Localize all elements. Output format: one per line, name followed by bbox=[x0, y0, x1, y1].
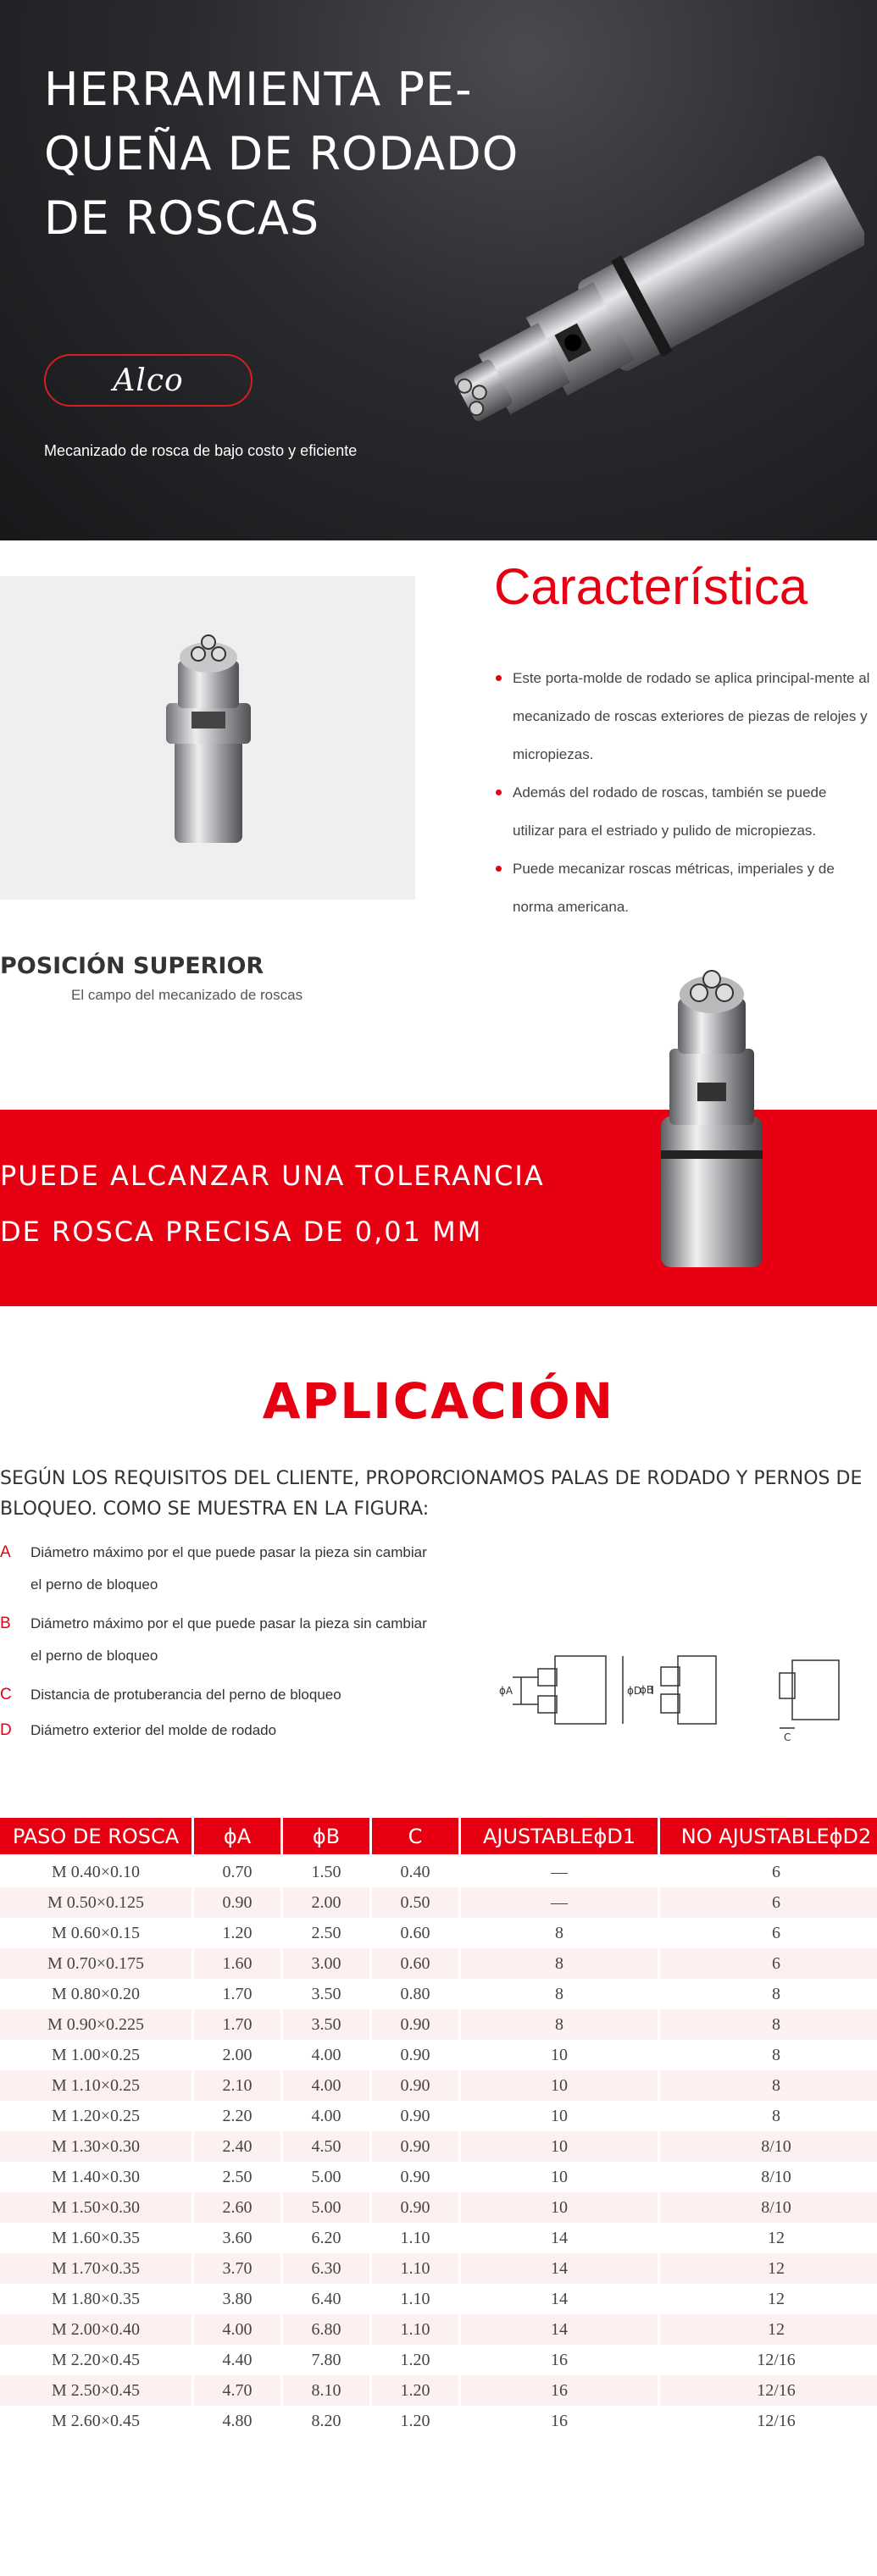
table-cell: 8.10 bbox=[283, 2375, 369, 2406]
table-row bbox=[0, 2040, 877, 2070]
table-row bbox=[0, 1918, 877, 1948]
table-row bbox=[0, 1887, 877, 1918]
diagram-label-d: ϕD bbox=[627, 1685, 642, 1697]
table-cell: M 0.70×0.175 bbox=[0, 1948, 191, 1979]
table-cell: 8 bbox=[461, 1918, 658, 1948]
table-cell: 4.40 bbox=[194, 2345, 280, 2375]
table-row bbox=[0, 2070, 877, 2101]
table-row bbox=[0, 2406, 877, 2436]
table-cell: 3.60 bbox=[194, 2223, 280, 2253]
table-cell: 10 bbox=[461, 2040, 658, 2070]
table-cell: M 1.40×0.30 bbox=[0, 2162, 191, 2192]
table-cell: M 0.50×0.125 bbox=[0, 1887, 191, 1918]
table-cell: 0.90 bbox=[372, 2131, 458, 2162]
table-cell: 12/16 bbox=[660, 2345, 877, 2375]
table-cell: 16 bbox=[461, 2375, 658, 2406]
item-text: Distancia de protuberancia del perno de bloqueo bbox=[31, 1687, 341, 1703]
table-cell: 7.80 bbox=[283, 2345, 369, 2375]
position-subtitle: El campo del mecanizado de roscas bbox=[71, 987, 303, 1003]
table-row bbox=[0, 2345, 877, 2375]
table-cell: M 0.90×0.225 bbox=[0, 2009, 191, 2040]
table-cell: 2.60 bbox=[194, 2192, 280, 2223]
table-cell: 8/10 bbox=[660, 2162, 877, 2192]
table-cell: 0.90 bbox=[194, 1887, 280, 1918]
item-text: Diámetro máximo por el que puede pasar la pieza sin cambiar el perno de bloqueo bbox=[31, 1615, 427, 1664]
table-cell: 0.90 bbox=[372, 2070, 458, 2101]
application-title: APLICACIÓN bbox=[262, 1372, 615, 1430]
table-cell: 4.00 bbox=[283, 2040, 369, 2070]
table-row bbox=[0, 2314, 877, 2345]
table-cell: 8/10 bbox=[660, 2131, 877, 2162]
table-cell: 6 bbox=[660, 1857, 877, 1887]
table-cell: M 1.70×0.35 bbox=[0, 2253, 191, 2284]
table-cell: 12 bbox=[660, 2253, 877, 2284]
table-cell: 4.00 bbox=[194, 2314, 280, 2345]
table-cell: 0.90 bbox=[372, 2009, 458, 2040]
table-cell: 4.50 bbox=[283, 2131, 369, 2162]
list-item: Puede mecanizar roscas métricas, imperiales y de norma americana. bbox=[494, 850, 871, 926]
list-item: Este porta-molde de rodado se aplica principal-mente al mecanizado de roscas exteriores de piezas de relojes y micropiezas. bbox=[494, 659, 871, 773]
table-cell: 0.90 bbox=[372, 2101, 458, 2131]
application-item-d bbox=[0, 1715, 441, 1747]
application-item-a bbox=[0, 1537, 441, 1601]
table-cell: 6.30 bbox=[283, 2253, 369, 2284]
table-cell: 14 bbox=[461, 2223, 658, 2253]
table-row bbox=[0, 1857, 877, 1887]
tolerance-text bbox=[0, 1148, 545, 1260]
table-cell: 8 bbox=[660, 1979, 877, 2009]
table-cell: 2.00 bbox=[194, 2040, 280, 2070]
list-item: Además del rodado de roscas, también se puede utilizar para el estriado y pulido de micropiezas. bbox=[494, 773, 871, 850]
table-cell: 14 bbox=[461, 2284, 658, 2314]
column-header: PASO DE ROSCA bbox=[0, 1818, 191, 1857]
table-cell: M 2.00×0.40 bbox=[0, 2314, 191, 2345]
item-letter: B bbox=[0, 1615, 11, 1632]
table-cell: 1.10 bbox=[372, 2314, 458, 2345]
table-cell: 5.00 bbox=[283, 2162, 369, 2192]
table-row bbox=[0, 2131, 877, 2162]
item-text: Diámetro exterior del molde de rodado bbox=[31, 1722, 277, 1738]
table-cell: 3.50 bbox=[283, 2009, 369, 2040]
table-cell: 6.20 bbox=[283, 2223, 369, 2253]
table-cell: 10 bbox=[461, 2192, 658, 2223]
table-cell: M 2.20×0.45 bbox=[0, 2345, 191, 2375]
application-item-c bbox=[0, 1679, 441, 1711]
table-cell: 12/16 bbox=[660, 2375, 877, 2406]
table-cell: M 0.80×0.20 bbox=[0, 1979, 191, 2009]
table-row bbox=[0, 2101, 877, 2131]
table-cell: 16 bbox=[461, 2345, 658, 2375]
table-cell: 5.00 bbox=[283, 2192, 369, 2223]
table-cell: 0.90 bbox=[372, 2192, 458, 2223]
diagram-label-c: C bbox=[784, 1731, 791, 1743]
features-list bbox=[494, 659, 871, 926]
table-cell: 1.60 bbox=[194, 1948, 280, 1979]
table-cell: 1.70 bbox=[194, 2009, 280, 2040]
table-cell: 0.40 bbox=[372, 1857, 458, 1887]
diagram-label-b: ϕB bbox=[640, 1684, 654, 1696]
table-cell: 2.50 bbox=[194, 2162, 280, 2192]
tool-illustration bbox=[424, 152, 864, 457]
tool-vertical-illustration bbox=[631, 956, 792, 1269]
tolerance-line-2: DE ROSCA PRECISA DE 0,01 MM bbox=[0, 1216, 483, 1248]
table-cell: 14 bbox=[461, 2253, 658, 2284]
table-cell: 8/10 bbox=[660, 2192, 877, 2223]
table-cell: M 1.30×0.30 bbox=[0, 2131, 191, 2162]
table-cell: 2.10 bbox=[194, 2070, 280, 2101]
table-cell: 3.00 bbox=[283, 1948, 369, 1979]
table-cell: 8 bbox=[461, 1979, 658, 2009]
table-cell: 4.70 bbox=[194, 2375, 280, 2406]
table-row bbox=[0, 2375, 877, 2406]
table-cell: 2.50 bbox=[283, 1918, 369, 1948]
table-cell: 1.10 bbox=[372, 2253, 458, 2284]
table-cell: 14 bbox=[461, 2314, 658, 2345]
table-cell: 8 bbox=[461, 1948, 658, 1979]
table-cell: 8 bbox=[660, 2070, 877, 2101]
table-cell: 12 bbox=[660, 2314, 877, 2345]
table-cell: 0.70 bbox=[194, 1857, 280, 1887]
item-letter: A bbox=[0, 1543, 11, 1561]
item-letter: C bbox=[0, 1686, 12, 1703]
table-cell: 6.40 bbox=[283, 2284, 369, 2314]
table-cell: 8 bbox=[660, 2009, 877, 2040]
table-cell: 10 bbox=[461, 2070, 658, 2101]
table-cell: 0.60 bbox=[372, 1918, 458, 1948]
position-title: POSICIÓN SUPERIOR bbox=[0, 953, 264, 979]
table-cell: M 0.40×0.10 bbox=[0, 1857, 191, 1887]
table-cell: 1.70 bbox=[194, 1979, 280, 2009]
table-cell: M 1.10×0.25 bbox=[0, 2070, 191, 2101]
table-row bbox=[0, 1948, 877, 1979]
column-header: C bbox=[372, 1818, 458, 1857]
table-row bbox=[0, 2223, 877, 2253]
table-cell: 2.20 bbox=[194, 2101, 280, 2131]
table-cell: 12 bbox=[660, 2284, 877, 2314]
table-cell: M 2.60×0.45 bbox=[0, 2406, 191, 2436]
table-cell: — bbox=[461, 1887, 658, 1918]
table-cell: 0.80 bbox=[372, 1979, 458, 2009]
table-cell: 1.20 bbox=[372, 2375, 458, 2406]
table-cell: 4.00 bbox=[283, 2070, 369, 2101]
table-row bbox=[0, 2284, 877, 2314]
table-cell: M 1.20×0.25 bbox=[0, 2101, 191, 2131]
table-cell: — bbox=[461, 1857, 658, 1887]
hero-banner bbox=[0, 0, 877, 540]
table-cell: 3.50 bbox=[283, 1979, 369, 2009]
table-cell: 10 bbox=[461, 2131, 658, 2162]
table-cell: 6 bbox=[660, 1918, 877, 1948]
table-cell: 8 bbox=[461, 2009, 658, 2040]
table-cell: 8.20 bbox=[283, 2406, 369, 2436]
table-cell: 6.80 bbox=[283, 2314, 369, 2345]
table-cell: 3.70 bbox=[194, 2253, 280, 2284]
table-cell: 12 bbox=[660, 2223, 877, 2253]
table-row bbox=[0, 1979, 877, 2009]
table-cell: M 1.00×0.25 bbox=[0, 2040, 191, 2070]
item-text: Diámetro máximo por el que puede pasar la pieza sin cambiar el perno de bloqueo bbox=[31, 1544, 427, 1593]
table-cell: 0.90 bbox=[372, 2040, 458, 2070]
table-cell: 1.50 bbox=[283, 1857, 369, 1887]
column-header: NO AJUSTABLEϕD2 bbox=[660, 1818, 877, 1857]
product-photo bbox=[0, 576, 415, 900]
table-cell: 0.50 bbox=[372, 1887, 458, 1918]
column-header: AJUSTABLEϕD1 bbox=[461, 1818, 658, 1857]
table-cell: 8 bbox=[660, 2040, 877, 2070]
diagram-label-a: ϕA bbox=[499, 1685, 513, 1697]
table-cell: 1.20 bbox=[372, 2345, 458, 2375]
table-cell: 8 bbox=[660, 2101, 877, 2131]
table-row bbox=[0, 2162, 877, 2192]
table-cell: 16 bbox=[461, 2406, 658, 2436]
specification-table bbox=[0, 1818, 877, 2436]
table-cell: 0.60 bbox=[372, 1948, 458, 1979]
tolerance-line-1: PUEDE ALCANZAR UNA TOLERANCIA bbox=[0, 1160, 545, 1192]
table-row bbox=[0, 2253, 877, 2284]
table-cell: M 0.60×0.15 bbox=[0, 1918, 191, 1948]
table-cell: 6 bbox=[660, 1948, 877, 1979]
table-cell: M 1.80×0.35 bbox=[0, 2284, 191, 2314]
table-header-row bbox=[0, 1818, 877, 1857]
features-title: Característica bbox=[494, 558, 808, 615]
application-item-b bbox=[0, 1608, 441, 1672]
table-cell: 3.80 bbox=[194, 2284, 280, 2314]
table-row bbox=[0, 2009, 877, 2040]
application-intro: SEGÚN LOS REQUISITOS DEL CLIENTE, PROPORCIONAMOS PALAS DE RODADO Y PERNOS DE BLOQUEO. COMO SE MUESTRA EN LA FIGURA: bbox=[0, 1468, 863, 1520]
table-cell: 1.10 bbox=[372, 2284, 458, 2314]
table-row bbox=[0, 2192, 877, 2223]
table-cell: 2.40 bbox=[194, 2131, 280, 2162]
hero-subtitle: Mecanizado de rosca de bajo costo y eficiente bbox=[44, 442, 358, 459]
table-cell: 2.00 bbox=[283, 1887, 369, 1918]
table-cell: M 2.50×0.45 bbox=[0, 2375, 191, 2406]
table-cell: 10 bbox=[461, 2101, 658, 2131]
table-cell: M 1.50×0.30 bbox=[0, 2192, 191, 2223]
item-letter: D bbox=[0, 1721, 12, 1739]
hero-title: HERRAMIENTA PE-QUEÑA DE RODADO DE ROSCAS bbox=[44, 63, 519, 245]
table-cell: 1.20 bbox=[372, 2406, 458, 2436]
tool-photo-illustration bbox=[0, 576, 415, 900]
table-body bbox=[0, 1857, 877, 2436]
brand-logo: Alco bbox=[44, 354, 253, 407]
table-cell: 4.80 bbox=[194, 2406, 280, 2436]
table-cell: M 1.60×0.35 bbox=[0, 2223, 191, 2253]
table-cell: 1.20 bbox=[194, 1918, 280, 1948]
dimension-diagram bbox=[496, 1635, 869, 1745]
column-header: ϕA bbox=[194, 1818, 280, 1857]
table-cell: 0.90 bbox=[372, 2162, 458, 2192]
table-cell: 1.10 bbox=[372, 2223, 458, 2253]
table-cell: 10 bbox=[461, 2162, 658, 2192]
table-cell: 4.00 bbox=[283, 2101, 369, 2131]
column-header: ϕB bbox=[283, 1818, 369, 1857]
table-cell: 6 bbox=[660, 1887, 877, 1918]
table-cell: 12/16 bbox=[660, 2406, 877, 2436]
